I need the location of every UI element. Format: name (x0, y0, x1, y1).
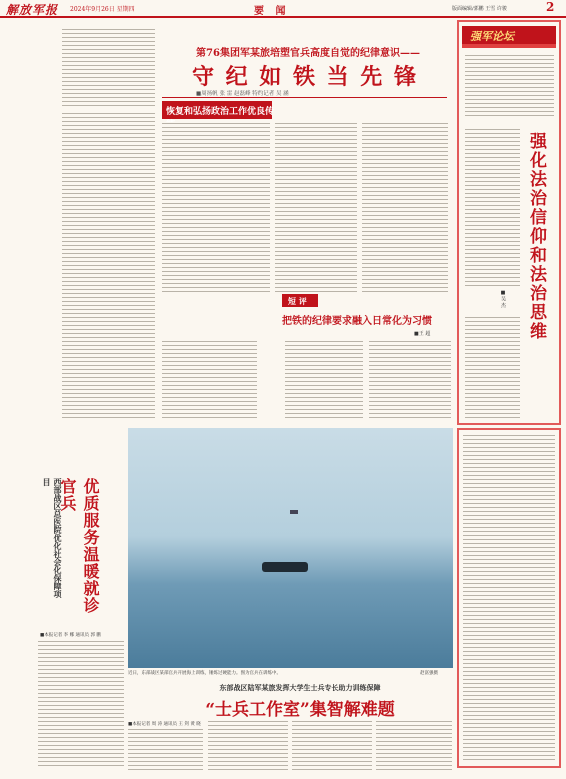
short-comment-col-1 (162, 340, 257, 420)
bottom-col-2 (208, 720, 288, 770)
news-photo (128, 428, 453, 668)
left-story-title: 优质服务温暖就诊官兵 (58, 478, 100, 614)
left-story-subtitle: 西部战区总医院优化社会化保障项目 (42, 478, 63, 598)
bottom-kicker: 东部战区陆军某旅发挥大学生士兵专长助力训练保障 (219, 683, 381, 692)
lead-byline: ■周扬帆 张 雷 赵磊峰 特约记者 吴 涵 (196, 91, 289, 97)
lead-subhead: 恢复和弘扬政治工作优良传 (166, 107, 275, 117)
column-continuation-text (463, 434, 555, 762)
bottom-headline: “士兵工作室”集智解难题 (205, 700, 395, 720)
lead-headline: 守 纪 如 铁 当 先 锋 (192, 64, 418, 90)
photo-caption: 近日，东部战区某部官兵开展海上训练，锤炼过硬能力。图为官兵在训练中。 (128, 671, 281, 676)
left-story-byline: ■本报记者 李 娜 通讯员 郭 鹏 (40, 633, 101, 638)
editors: 版面编辑/郭鹏 王雪 许骏 (452, 6, 507, 12)
intro-text-block (62, 28, 155, 108)
lead-kicker: 第76集团军某旅培塑官兵高度自觉的纪律意识—— (196, 48, 420, 59)
lead-rule (162, 97, 447, 98)
photo-boat (262, 562, 308, 572)
left-story-text (38, 640, 124, 768)
section-title: 要 闻 (254, 6, 290, 17)
column-text-2 (465, 316, 520, 420)
column-badge-label: 强军论坛 (470, 30, 514, 43)
bottom-byline: ■本报记者 周 涛 通讯员 王 剑 黄 晓 (128, 722, 201, 727)
photo-helicopter (290, 510, 298, 514)
column-title: 强化法治信仰和法治思维 (526, 132, 546, 341)
lead-col-1 (162, 122, 270, 292)
lead-col-3 (362, 122, 448, 292)
bottom-col-3 (292, 720, 372, 770)
short-comment-col-2 (285, 340, 363, 420)
masthead-logo: 解放军报 (6, 3, 59, 17)
column-intro-text (465, 54, 554, 118)
photo-credit: 赵富强摄 (420, 671, 438, 676)
short-comment-title: 把铁的纪律要求融入日常化为习惯 (282, 316, 432, 327)
lead-text-column (62, 112, 155, 418)
short-comment-label: 短 评 (288, 296, 307, 306)
short-comment-col-3 (369, 340, 451, 420)
column-text-1 (465, 128, 520, 288)
short-comment-byline: ■王 超 (414, 331, 431, 337)
bottom-col-4 (376, 720, 452, 770)
column-badge-band (462, 44, 556, 48)
lead-col-2 (275, 122, 357, 292)
bottom-col-1 (128, 728, 203, 770)
masthead-date: 2024年9月26日 星期四 (70, 6, 135, 13)
column-byline: ■吴 杰 (500, 290, 506, 308)
page-number: 2 (546, 0, 555, 14)
